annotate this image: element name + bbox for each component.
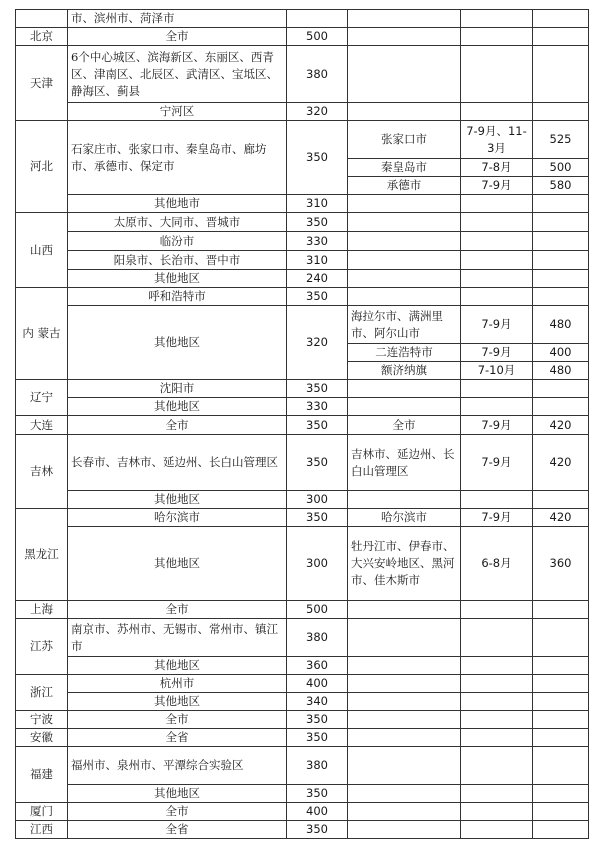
peak-region-cell <box>348 10 461 28</box>
standard-cell: 380 <box>287 747 348 785</box>
peak-standard-cell <box>533 288 589 306</box>
peak-standard-cell <box>533 675 589 693</box>
region-cell: 其他地区 <box>68 398 287 416</box>
province-cell: 江西 <box>16 821 68 839</box>
table-row <box>16 601 589 619</box>
standard-cell: 350 <box>287 821 348 839</box>
standard-cell: 330 <box>287 232 348 251</box>
table-row <box>16 657 589 675</box>
peak-standard-cell <box>533 46 589 103</box>
table-row <box>16 416 589 435</box>
peak-standard-cell <box>533 693 589 711</box>
standard-cell: 300 <box>287 527 348 601</box>
table-row <box>16 213 589 232</box>
region-cell: 其他地区 <box>68 693 287 711</box>
peak-standard-cell <box>533 398 589 416</box>
peak-region-cell <box>348 103 461 121</box>
region-cell: 沈阳市 <box>68 380 287 398</box>
table-row <box>16 103 589 121</box>
peak-standard-cell <box>533 232 589 251</box>
province-cell: 黑龙江 <box>16 509 68 601</box>
table-row <box>16 729 589 747</box>
province-cell: 北京 <box>16 28 68 46</box>
peak-period-cell <box>461 270 533 288</box>
peak-period-cell <box>461 288 533 306</box>
peak-period-cell <box>461 711 533 729</box>
peak-standard-cell <box>533 821 589 839</box>
standard-cell: 500 <box>287 601 348 619</box>
peak-standard-cell: 420 <box>533 416 589 435</box>
table-row <box>16 121 589 159</box>
standard-cell: 330 <box>287 398 348 416</box>
standard-cell: 400 <box>287 675 348 693</box>
standard-cell: 350 <box>287 380 348 398</box>
table-row <box>16 821 589 839</box>
standard-cell: 350 <box>287 785 348 803</box>
peak-standard-cell <box>533 657 589 675</box>
region-cell: 杭州市 <box>68 675 287 693</box>
region-cell: 南京市、苏州市、无锡市、常州市、镇江市 <box>68 619 287 657</box>
standard-cell: 240 <box>287 270 348 288</box>
region-cell: 长春市、吉林市、延边州、长白山管理区 <box>68 435 287 491</box>
peak-period-cell <box>461 251 533 270</box>
peak-standard-cell: 480 <box>533 362 589 380</box>
region-cell: 市、滨州市、菏泽市 <box>68 10 287 28</box>
peak-region-cell <box>348 380 461 398</box>
peak-standard-cell <box>533 711 589 729</box>
region-cell: 其他地区 <box>68 491 287 509</box>
table-row <box>16 711 589 729</box>
region-cell: 宁河区 <box>68 103 287 121</box>
peak-standard-cell: 420 <box>533 435 589 491</box>
peak-period-cell <box>461 657 533 675</box>
peak-period-cell <box>461 491 533 509</box>
peak-region-cell: 额济纳旗 <box>348 362 461 380</box>
peak-period-cell: 7-9月 <box>461 416 533 435</box>
peak-period-cell <box>461 747 533 785</box>
peak-period-cell <box>461 380 533 398</box>
peak-standard-cell: 480 <box>533 306 589 344</box>
peak-region-cell: 吉林市、延边州、长白山管理区 <box>348 435 461 491</box>
peak-period-cell: 7-9月 <box>461 435 533 491</box>
peak-region-cell: 二连浩特市 <box>348 344 461 362</box>
peak-standard-cell <box>533 619 589 657</box>
province-cell: 江苏 <box>16 619 68 675</box>
region-cell: 6个中心城区、滨海新区、东丽区、西青区、津南区、北辰区、武清区、宝坻区、静海区、蓟县 <box>68 46 287 103</box>
table-row <box>16 803 589 821</box>
peak-region-cell <box>348 785 461 803</box>
standard-cell: 400 <box>287 803 348 821</box>
region-cell: 全市 <box>68 28 287 46</box>
table-row <box>16 747 589 785</box>
region-cell: 全市 <box>68 711 287 729</box>
table-row <box>16 619 589 657</box>
table-row <box>16 251 589 270</box>
peak-period-cell <box>461 619 533 657</box>
peak-period-cell <box>461 28 533 46</box>
province-cell: 大连 <box>16 416 68 435</box>
province-cell: 吉林 <box>16 435 68 509</box>
province-cell: 辽宁 <box>16 380 68 416</box>
region-cell: 其他地区 <box>68 527 287 601</box>
peak-standard-cell <box>533 103 589 121</box>
province-cell: 浙江 <box>16 675 68 711</box>
peak-region-cell <box>348 747 461 785</box>
standard-cell <box>287 10 348 28</box>
peak-region-cell <box>348 619 461 657</box>
region-cell: 其他地市 <box>68 195 287 213</box>
peak-standard-cell <box>533 729 589 747</box>
region-cell: 福州市、泉州市、平潭综合实验区 <box>68 747 287 785</box>
region-cell: 其他地区 <box>68 785 287 803</box>
peak-region-cell <box>348 693 461 711</box>
region-cell: 其他地区 <box>68 270 287 288</box>
peak-region-cell <box>348 232 461 251</box>
standard-cell: 380 <box>287 619 348 657</box>
table-row <box>16 195 589 213</box>
peak-period-cell <box>461 601 533 619</box>
peak-standard-cell: 400 <box>533 344 589 362</box>
province-cell: 宁波 <box>16 711 68 729</box>
peak-region-cell <box>348 675 461 693</box>
peak-standard-cell <box>533 747 589 785</box>
region-cell: 全市 <box>68 601 287 619</box>
region-cell: 石家庄市、张家口市、秦皇岛市、廊坊市、承德市、保定市 <box>68 121 287 195</box>
region-cell: 全省 <box>68 821 287 839</box>
standard-cell: 350 <box>287 435 348 491</box>
peak-standard-cell <box>533 601 589 619</box>
peak-period-cell: 7-9月 <box>461 306 533 344</box>
peak-period-cell <box>461 103 533 121</box>
standard-cell: 340 <box>287 693 348 711</box>
peak-period-cell <box>461 729 533 747</box>
peak-standard-cell <box>533 10 589 28</box>
table-row <box>16 435 589 491</box>
peak-standard-cell <box>533 803 589 821</box>
peak-standard-cell <box>533 270 589 288</box>
standard-cell: 350 <box>287 729 348 747</box>
peak-region-cell <box>348 270 461 288</box>
peak-region-cell: 张家口市 <box>348 121 461 159</box>
peak-region-cell: 哈尔滨市 <box>348 509 461 527</box>
peak-period-cell <box>461 213 533 232</box>
peak-standard-cell <box>533 380 589 398</box>
peak-period-cell: 7-8月 <box>461 159 533 177</box>
region-cell: 哈尔滨市 <box>68 509 287 527</box>
peak-standard-cell: 500 <box>533 159 589 177</box>
region-cell: 其他地区 <box>68 306 287 380</box>
standard-cell: 350 <box>287 416 348 435</box>
peak-period-cell <box>461 10 533 28</box>
province-cell: 上海 <box>16 601 68 619</box>
province-cell: 内 蒙古 <box>16 288 68 380</box>
accommodation-standard-table <box>15 9 589 839</box>
table-row <box>16 675 589 693</box>
peak-region-cell <box>348 729 461 747</box>
region-cell: 全市 <box>68 803 287 821</box>
region-cell: 全市 <box>68 416 287 435</box>
peak-region-cell <box>348 711 461 729</box>
peak-region-cell: 全市 <box>348 416 461 435</box>
peak-standard-cell <box>533 213 589 232</box>
peak-region-cell: 海拉尔市、满洲里市、阿尔山市 <box>348 306 461 344</box>
peak-period-cell <box>461 232 533 251</box>
region-cell: 呼和浩特市 <box>68 288 287 306</box>
peak-standard-cell <box>533 785 589 803</box>
peak-region-cell <box>348 601 461 619</box>
province-cell: 河北 <box>16 121 68 213</box>
province-cell: 天津 <box>16 46 68 121</box>
peak-period-cell: 7-9月 <box>461 177 533 195</box>
table-row <box>16 270 589 288</box>
peak-period-cell: 7-10月 <box>461 362 533 380</box>
standard-cell: 350 <box>287 121 348 195</box>
province-cell: 厦门 <box>16 803 68 821</box>
province-cell <box>16 10 68 28</box>
standard-cell: 320 <box>287 306 348 380</box>
region-cell: 临汾市 <box>68 232 287 251</box>
table-row <box>16 28 589 46</box>
province-cell: 福建 <box>16 747 68 803</box>
peak-region-cell <box>348 195 461 213</box>
peak-standard-cell: 360 <box>533 527 589 601</box>
peak-period-cell <box>461 785 533 803</box>
table-row <box>16 380 589 398</box>
peak-period-cell <box>461 398 533 416</box>
peak-region-cell: 承德市 <box>348 177 461 195</box>
peak-period-cell <box>461 675 533 693</box>
table-row <box>16 509 589 527</box>
peak-region-cell <box>348 251 461 270</box>
peak-region-cell <box>348 398 461 416</box>
peak-period-cell: 7-9月 <box>461 344 533 362</box>
standard-cell: 350 <box>287 711 348 729</box>
peak-period-cell: 7-9月、11-3月 <box>461 121 533 159</box>
peak-region-cell <box>348 803 461 821</box>
peak-region-cell <box>348 657 461 675</box>
peak-period-cell: 7-9月 <box>461 509 533 527</box>
peak-standard-cell <box>533 251 589 270</box>
peak-region-cell <box>348 46 461 103</box>
table-row <box>16 46 589 103</box>
table-row <box>16 10 589 28</box>
peak-region-cell <box>348 491 461 509</box>
peak-period-cell: 6-8月 <box>461 527 533 601</box>
region-cell: 太原市、大同市、晋城市 <box>68 213 287 232</box>
peak-period-cell <box>461 803 533 821</box>
standard-cell: 360 <box>287 657 348 675</box>
table-row <box>16 288 589 306</box>
table-row <box>16 491 589 509</box>
peak-region-cell: 牡丹江市、伊春市、大兴安岭地区、黑河市、佳木斯市 <box>348 527 461 601</box>
peak-standard-cell <box>533 28 589 46</box>
peak-period-cell <box>461 195 533 213</box>
table-row <box>16 527 589 601</box>
peak-region-cell <box>348 288 461 306</box>
peak-period-cell <box>461 693 533 711</box>
peak-standard-cell <box>533 491 589 509</box>
province-cell: 山西 <box>16 213 68 288</box>
peak-period-cell <box>461 46 533 103</box>
standard-cell: 500 <box>287 28 348 46</box>
region-cell: 全省 <box>68 729 287 747</box>
table-row <box>16 232 589 251</box>
table-row <box>16 306 589 344</box>
standard-cell: 310 <box>287 195 348 213</box>
province-cell: 安徽 <box>16 729 68 747</box>
peak-standard-cell: 525 <box>533 121 589 159</box>
peak-standard-cell: 580 <box>533 177 589 195</box>
peak-region-cell <box>348 213 461 232</box>
region-cell: 其他地区 <box>68 657 287 675</box>
standard-cell: 350 <box>287 288 348 306</box>
region-cell: 阳泉市、长治市、晋中市 <box>68 251 287 270</box>
standard-cell: 380 <box>287 46 348 103</box>
standard-cell: 300 <box>287 491 348 509</box>
peak-region-cell <box>348 821 461 839</box>
peak-period-cell <box>461 821 533 839</box>
peak-standard-cell: 420 <box>533 509 589 527</box>
table-row <box>16 398 589 416</box>
peak-standard-cell <box>533 195 589 213</box>
table-row <box>16 693 589 711</box>
peak-region-cell: 秦皇岛市 <box>348 159 461 177</box>
peak-region-cell <box>348 28 461 46</box>
standard-cell: 320 <box>287 103 348 121</box>
standard-cell: 350 <box>287 509 348 527</box>
table-row <box>16 785 589 803</box>
standard-cell: 310 <box>287 251 348 270</box>
standard-cell: 350 <box>287 213 348 232</box>
